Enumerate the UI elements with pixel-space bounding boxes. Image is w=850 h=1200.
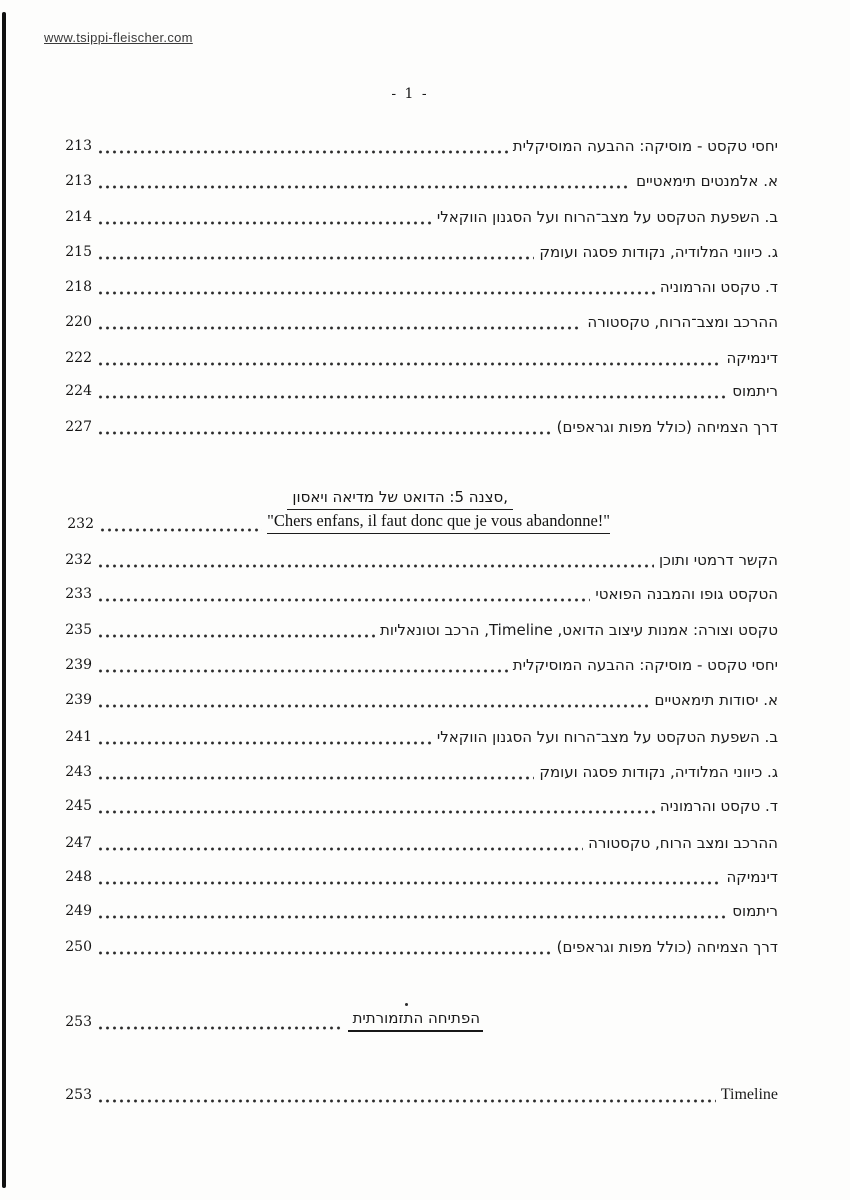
dot-leader	[97, 774, 534, 782]
toc-entry	[62, 171, 778, 191]
toc-entry-title: ההרכב ומצב־הרוח, טקסטורה	[587, 313, 778, 331]
toc-entry	[62, 1085, 778, 1105]
toc-entry-title: דרך הצמיחה (כולל מפות וגראפים)	[556, 418, 778, 436]
toc-entry-page: 239	[65, 657, 92, 673]
header-url-link[interactable]: www.tsippi-fleischer.com	[44, 30, 193, 45]
toc-entry-title: ההרכב ומצב הרוח, טקסטורה	[588, 834, 778, 852]
toc-entry-page: 239	[65, 692, 92, 708]
dot-leader	[97, 289, 655, 297]
toc-entry-page: 235	[65, 622, 92, 638]
toc-entry	[62, 417, 778, 437]
dot-leader	[97, 429, 552, 437]
dot-leader	[97, 393, 727, 401]
toc-entry-title: טקסט וצורה: אמנות עיצוב הדואט, Timeline, הרכב וטונאליות	[380, 621, 778, 639]
toc-entry	[62, 620, 778, 640]
toc-entry	[62, 136, 778, 156]
toc-entry-title: ג. כיווני המלודיה, נקודות פסגה ועומק	[539, 763, 778, 781]
dot-leader	[97, 254, 534, 262]
toc-entry-title: הטקסט גופו והמבנה הפואטי	[595, 585, 778, 603]
dot-leader	[97, 183, 631, 191]
dot-leader	[97, 148, 508, 156]
dot-leader	[97, 949, 552, 957]
toc-entry-title: דינמיקה	[726, 868, 778, 886]
toc-entry-title: יחסי טקסט - מוסיקה: ההבעה המוסיקלית	[512, 656, 778, 674]
dot-leader	[97, 324, 582, 332]
toc-entry-page: 233	[65, 586, 92, 602]
dot-leader	[97, 360, 721, 368]
dot-leader	[97, 1024, 343, 1032]
toc-entry-title: דרך הצמיחה (כולל מפות וגראפים)	[556, 938, 778, 956]
dot-leader	[97, 879, 721, 887]
toc-entry	[62, 584, 778, 604]
toc-entry-page: 245	[65, 798, 92, 814]
toc-entry	[62, 312, 778, 332]
toc-entry-page: 241	[65, 729, 92, 745]
toc-entry	[62, 727, 778, 747]
toc-entry-page: 224	[65, 383, 92, 399]
toc-entry-page: 232	[65, 552, 92, 568]
dot-leader	[97, 913, 727, 921]
toc-entry-title: הקשר דרמטי ותוכן	[658, 551, 778, 569]
toc-entry-page: 250	[65, 939, 92, 955]
toc-entry	[62, 901, 778, 921]
scene-heading-hebrew: סצנה 5: הדואט של מדיאה ויאסון,	[287, 487, 513, 510]
toc-entry	[62, 655, 778, 675]
toc-entry-title: ד. טקסט והרמוניה	[659, 797, 778, 815]
dot-leader	[97, 739, 432, 747]
toc-entry-page: 227	[65, 419, 92, 435]
toc-entry	[62, 550, 778, 570]
toc-entry	[62, 796, 778, 816]
dot-leader	[97, 845, 583, 853]
dot-leader	[97, 562, 654, 570]
dot-leader	[97, 596, 590, 604]
toc-entry	[62, 833, 778, 853]
toc-entry-page: 232	[67, 516, 94, 532]
page-number: - 1 -	[391, 86, 429, 102]
toc-entry-page: 220	[65, 314, 92, 330]
toc-entry	[62, 762, 778, 782]
dot-leader	[97, 219, 432, 227]
toc-entry-page: 247	[65, 835, 92, 851]
ink-speck	[405, 1003, 408, 1006]
toc-entry-title: א. יסודות תימאטיים	[654, 691, 778, 709]
dot-leader	[97, 702, 650, 710]
dot-leader	[97, 808, 655, 816]
toc-entry-page: 214	[65, 209, 92, 225]
toc-entry-page: 249	[65, 903, 92, 919]
toc-entry-title: ד. טקסט והרמוניה	[659, 278, 778, 296]
toc-entry	[62, 381, 778, 401]
toc-entry-title: ב. השפעת הטקסט על מצב־הרוח ועל הסגנון הווקאלי	[436, 728, 778, 746]
orchestral-heading-title: הפתיחה התזמורתית	[348, 1008, 483, 1032]
scan-edge-artifact	[2, 12, 6, 1188]
toc-entry-page: 253	[65, 1087, 92, 1103]
toc-entry	[62, 277, 778, 297]
toc-entry-page: 218	[65, 279, 92, 295]
toc-entry	[62, 348, 778, 368]
toc-entry	[62, 207, 778, 227]
toc-entry-title: א. אלמנטים תימאטיים	[636, 172, 778, 190]
toc-entry-title: Timeline	[720, 1086, 778, 1103]
toc-entry-title: ג. כיווני המלודיה, נקודות פסגה ועומק	[539, 243, 778, 261]
toc-entry-title: דינמיקה	[726, 349, 778, 367]
toc-entry-page: 248	[65, 869, 92, 885]
toc-entry-page: 213	[65, 138, 92, 154]
toc-entry-page: 222	[65, 350, 92, 366]
toc-entry-title: יחסי טקסט - מוסיקה: ההבעה המוסיקלית	[512, 137, 778, 155]
dot-leader	[97, 1097, 716, 1105]
toc-entry	[62, 690, 778, 710]
toc-entry-page: 215	[65, 244, 92, 260]
dot-leader	[97, 667, 508, 675]
toc-entry-title: ב. השפעת הטקסט על מצב־הרוח ועל הסגנון הווקאלי	[436, 208, 778, 226]
orchestral-heading-row	[62, 1009, 483, 1032]
dot-leader	[97, 632, 375, 640]
toc-entry-page: 213	[65, 173, 92, 189]
toc-entry	[62, 937, 778, 957]
dot-leader	[99, 526, 262, 534]
scene-heading-french-row	[64, 511, 610, 534]
toc-entry-title: ריתמוס	[732, 382, 778, 400]
toc-entry-title: ריתמוס	[732, 902, 778, 920]
scene-heading-french-quote: "Chers enfans, il faut donc que je vous abandonne!"	[267, 510, 610, 534]
toc-entry	[62, 242, 778, 262]
toc-entry-page: 243	[65, 764, 92, 780]
toc-entry	[62, 867, 778, 887]
toc-entry-page: 253	[65, 1014, 92, 1030]
